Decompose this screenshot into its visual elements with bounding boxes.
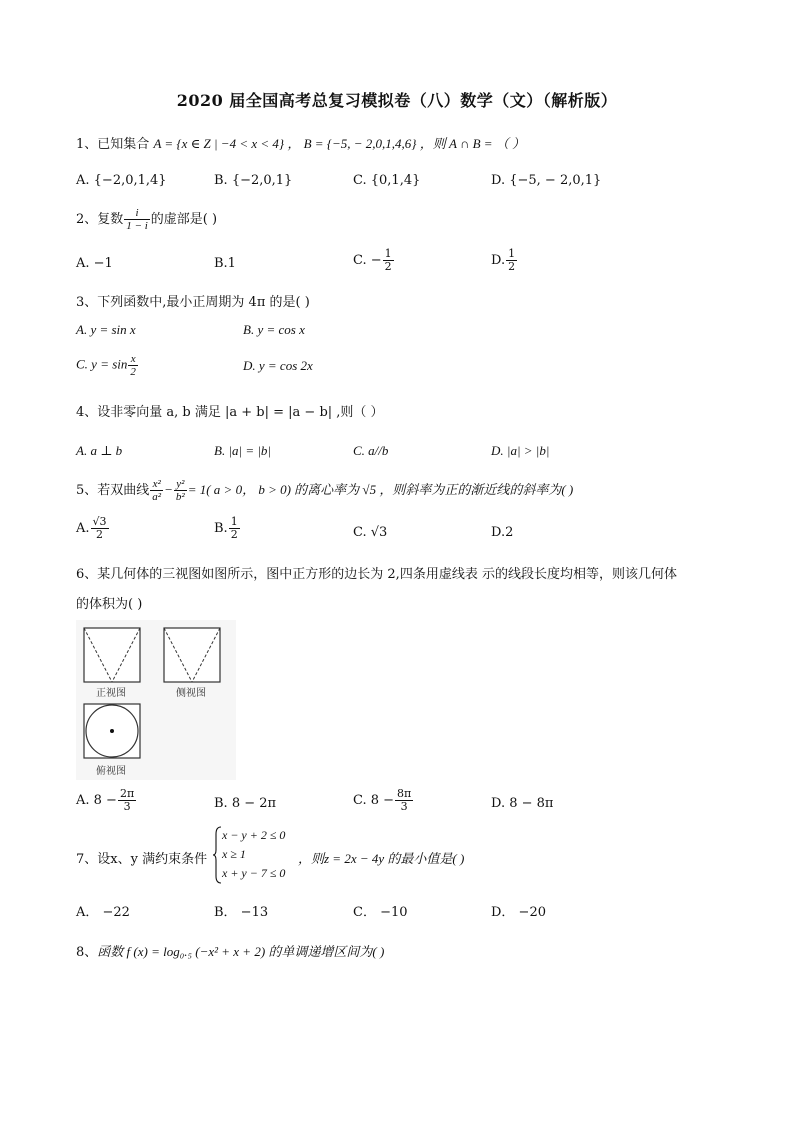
option-1c: C. {0,1,4}: [353, 173, 421, 188]
option-5a: A. $\frac{√3}{2}$: [76, 515, 107, 541]
option-2a: A. −1: [76, 256, 113, 271]
front-view: [84, 628, 140, 682]
constraint-3: x + y − 7 ≤ 0: [222, 866, 286, 880]
option-3b: B. y = cos x: [243, 322, 305, 337]
option-2d: D. $\frac{1}{2}$: [491, 247, 516, 273]
option-6b: B. 8 − 2π: [214, 796, 277, 811]
option-7d: D． −20: [491, 905, 546, 920]
option-3a: A. y = sin x: [76, 322, 136, 337]
constraint-2: x ≥ 1: [222, 847, 246, 861]
option-3c: C. y = sin $\frac{x}{2}$: [76, 353, 136, 378]
option-2c: C. − $\frac{1}{2}$: [353, 247, 392, 273]
question-stem: 复数: [97, 212, 124, 227]
front-view-square: [84, 628, 140, 682]
option-2b: B.1: [214, 256, 236, 271]
side-view: [164, 628, 220, 682]
fraction: $\frac{8\pi}{3}$: [397, 787, 412, 813]
question-number: 1、: [76, 137, 98, 152]
question-6-line2: 的体积为( ): [76, 597, 143, 612]
question-7: [76, 848, 207, 867]
question-stem-end: 的虚部是( ): [150, 212, 218, 227]
fraction: $\frac{2\pi}{3}$: [119, 787, 135, 813]
question-7-stem-end: ，则z = 2x − 4y 的最小值是( ): [298, 851, 465, 866]
constraint-system: [222, 826, 285, 883]
question-stem: 设x、y 满约束条件: [97, 852, 208, 867]
option-5c: C. √3: [353, 525, 388, 540]
top-view-center-dot: [110, 729, 114, 733]
fraction: $\frac{x}{2}$: [130, 353, 136, 378]
question-5: [76, 478, 573, 503]
option-1d: D. {−5, − 2,0,1}: [491, 173, 602, 188]
constraint-1: x − y + 2 ≤ 0: [222, 828, 286, 842]
option-4c: C. a//b: [353, 443, 389, 458]
option-7a: A． −22: [76, 905, 130, 920]
question-8: [76, 941, 384, 960]
question-number: 5、: [76, 483, 98, 498]
option-7c: C． −10: [353, 905, 408, 920]
question-number: 3、: [76, 295, 98, 310]
question-stem-end: = 1( a > 0， b > 0) 的离心率为 √5 ，则斜率为正的渐近线的斜率为( ): [187, 482, 574, 497]
fraction: $\frac{√3}{2}$: [92, 515, 107, 541]
question-number: 2、: [76, 212, 98, 227]
question-number: 4、: [76, 405, 98, 420]
option-3d: D. y = cos 2x: [243, 358, 313, 373]
option-1b: B. {−2,0,1}: [214, 173, 293, 188]
question-math: A = {x ∈ Z | −4 < x < 4} ， B = {−5, − 2,0,1,4,6} ，则 A ∩ B = （ ）: [153, 136, 526, 151]
question-number: 7、: [76, 852, 98, 867]
left-brace-icon: [212, 826, 222, 884]
question-stem: 下列函数中,最小正周期为 4π 的是( ): [97, 295, 310, 310]
page-title: 2020 届全国高考总复习模拟卷（八）数学（文）（解析版）: [176, 91, 618, 110]
question-1: [76, 133, 525, 152]
minus-sign: −: [164, 482, 173, 497]
option-6a: A. 8 − $\frac{2\pi}{3}$: [76, 787, 135, 813]
three-view-figure: [76, 620, 236, 780]
option-6d: D. 8 − 8π: [491, 796, 554, 811]
fraction: $\frac{1}{2}$: [230, 515, 238, 541]
fraction: $\frac{\text{x²}}{\text{a²}}$: [152, 478, 162, 503]
question-stem: 某几何体的三视图如图所示，图中正方形的边长为 2,四条用虚线表 示的线段长度均相等，则该几何体: [97, 567, 677, 582]
question-6: [76, 563, 677, 582]
option-7b: B． −13: [214, 905, 269, 920]
question-3: [76, 291, 310, 310]
question-4: [76, 401, 384, 420]
fraction: $\frac{1}{2}$: [384, 247, 392, 273]
caption-side-view: 侧视图: [176, 688, 206, 699]
question-stem: 已知集合: [97, 137, 150, 152]
fraction: $\frac{\text{y²}}{\text{b²}}$: [175, 478, 185, 503]
option-1a: A. {−2,0,1,4}: [76, 173, 167, 188]
option-6c: C. 8 − $\frac{8\pi}{3}$: [353, 787, 412, 813]
question-stem: 函数 f (x) = log₀.₅ (−x² + x + 2) 的单调递增区间为( ): [97, 944, 385, 959]
option-5b: B. $\frac{1}{2}$: [214, 515, 238, 541]
caption-front-view: 正视图: [96, 688, 126, 699]
caption-top-view: 俯视图: [96, 766, 126, 777]
option-4b: B. |a| = |b|: [214, 443, 272, 458]
fraction: $\frac{i}{1 - i}$: [126, 207, 148, 232]
question-stem: 若双曲线: [97, 483, 150, 498]
fraction: $\frac{1}{2}$: [508, 247, 516, 273]
question-2: [76, 207, 217, 232]
option-5d: D.2: [491, 525, 514, 540]
question-number: 8、: [76, 945, 98, 960]
question-number: 6、: [76, 567, 98, 582]
side-view-square: [164, 628, 220, 682]
option-4a: A. a ⊥ b: [76, 443, 123, 458]
top-view: [84, 704, 140, 758]
option-4d: D. |a| > |b|: [491, 443, 550, 458]
question-stem: 设非零向量 a, b 满足 |a + b| = |a − b| ,则（ ）: [97, 405, 384, 420]
